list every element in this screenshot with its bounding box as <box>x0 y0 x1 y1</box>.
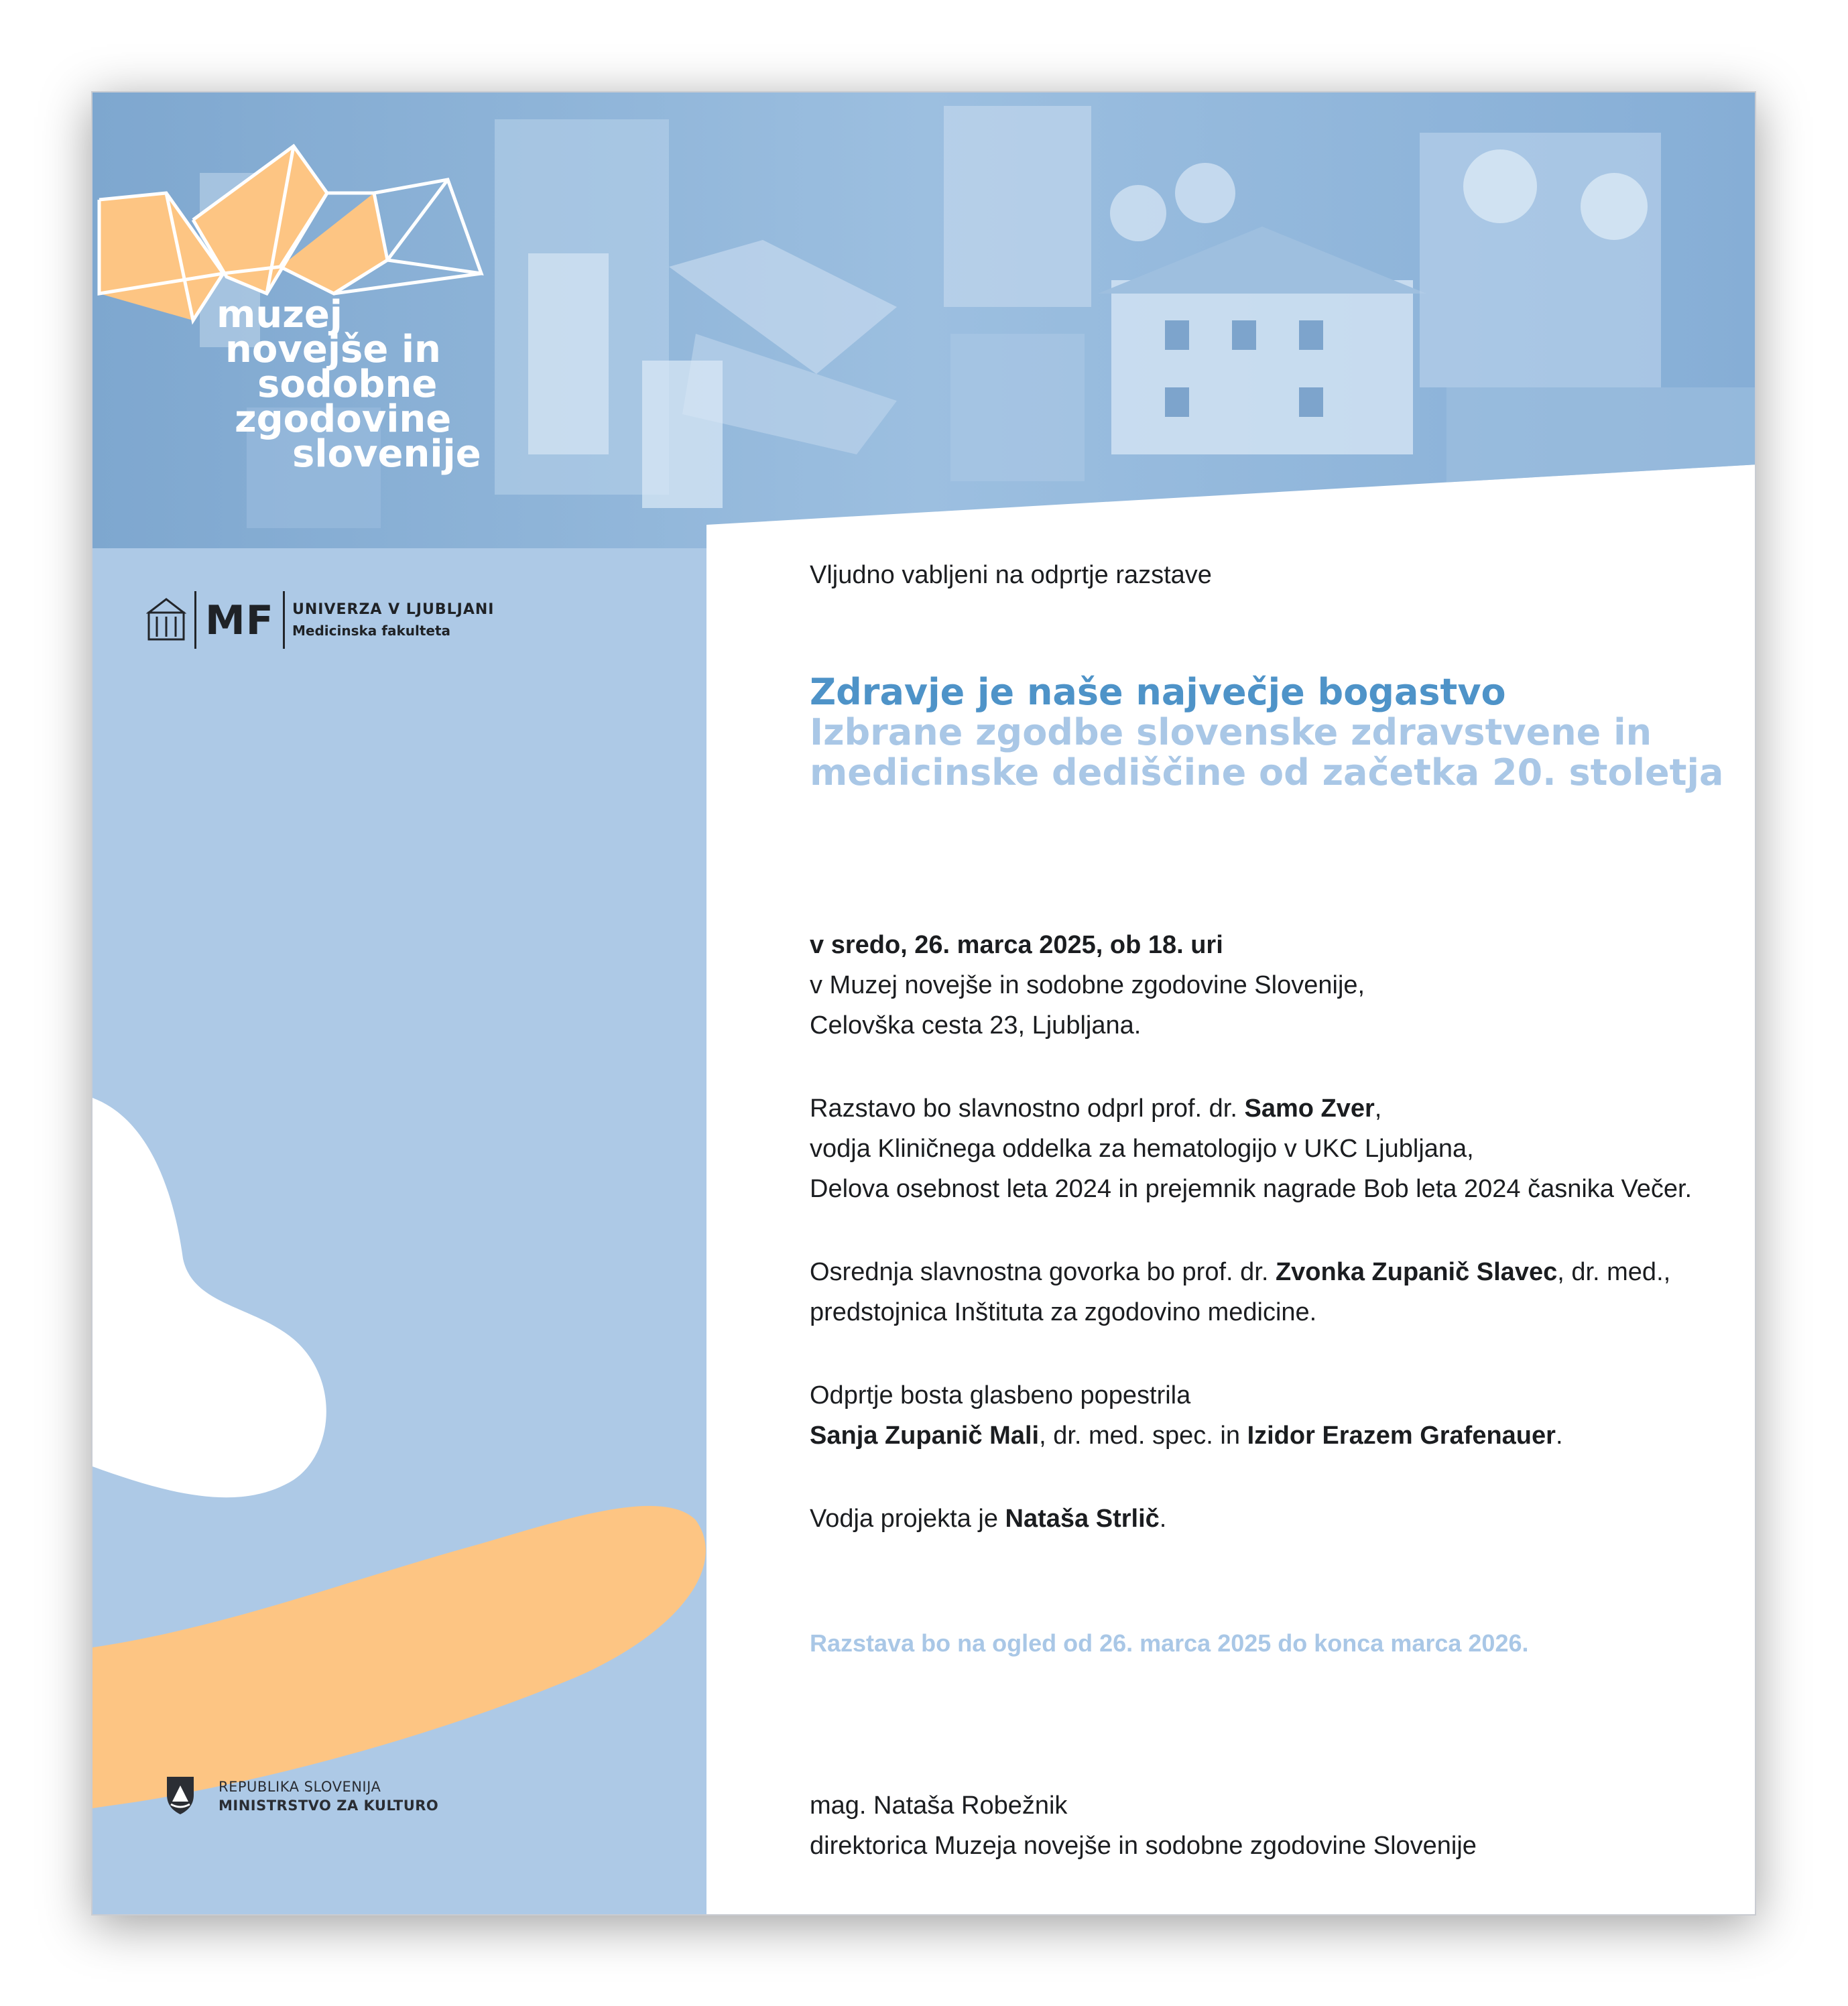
opener-line: Razstavo bo slavnostno odprl prof. dr. Samo Zver, <box>810 1094 1382 1123</box>
invitation-intro: Vljudno vabljeni na odprtje razstave <box>810 561 1212 589</box>
project-lead-name: Nataša Strlič <box>1005 1505 1160 1533</box>
signature-name: mag. Nataša Robežnik <box>810 1792 1068 1820</box>
signature-role: direktorica Muzeja novejše in sodobne zgodovine Slovenije <box>810 1832 1477 1860</box>
exhibition-subtitle-line-1: Izbrane zgodbe slovenske zdravstvene in <box>810 711 1652 753</box>
exhibition-dates-note: Razstava bo na ogled od 26. marca 2025 do konca marca 2026. <box>810 1629 1529 1657</box>
opener-name: Samo Zver <box>1244 1094 1375 1123</box>
logo-divider <box>194 591 196 649</box>
exhibition-title: Zdravje je naše največje bogastvo <box>810 671 1506 713</box>
speaker-name: Zvonka Zupanič Slavec <box>1275 1258 1558 1286</box>
faculty-name: Medicinska fakulteta <box>292 623 451 639</box>
opener-role-line-2: Delova osebnost leta 2024 in prejemnik nagrade Bob leta 2024 časnika Večer. <box>810 1175 1692 1203</box>
ministry-country: REPUBLIKA SLOVENIJA <box>219 1779 381 1795</box>
event-date: v sredo, 26. marca 2025, ob 18. uri <box>810 931 1223 959</box>
logo-text-line-4: zgodovine <box>235 397 452 441</box>
opener-role-line-1: vodja Kliničnega oddelka za hematologijo v UKC Ljubljana, <box>810 1135 1474 1163</box>
university-mark: MF <box>205 597 274 644</box>
university-name: UNIVERZA V LJUBLJANI <box>292 601 495 618</box>
speaker-line: Osrednja slavnostna govorka bo prof. dr. Zvonka Zupanič Slavec, dr. med., <box>810 1258 1671 1286</box>
logo-divider <box>283 591 285 649</box>
project-lead: Vodja projekta je Nataša Strlič. <box>810 1505 1167 1533</box>
performer-1: Sanja Zupanič Mali <box>810 1422 1040 1450</box>
performer-2: Izidor Erazem Grafenauer <box>1247 1422 1556 1450</box>
logo-text-line-3: sodobne <box>257 363 438 406</box>
music-performers: Sanja Zupanič Mali, dr. med. spec. in Izidor Erazem Grafenauer. <box>810 1422 1563 1450</box>
logo-text-line-2: novejše in <box>225 328 441 371</box>
university-logo <box>146 591 575 651</box>
exhibition-subtitle-line-2: medicinske dediščine od začetka 20. stoletja <box>810 751 1724 794</box>
speaker-role: predstojnica Inštituta za zgodovino medicine. <box>810 1298 1317 1326</box>
music-intro: Odprtje bosta glasbeno popestrila <box>810 1381 1191 1409</box>
white-blob <box>93 1098 326 1497</box>
slovenia-crest-icon <box>165 1775 196 1816</box>
ministry-logo <box>165 1775 540 1828</box>
venue-line-2: Celovška cesta 23, Ljubljana. <box>810 1011 1142 1040</box>
university-building-icon <box>146 597 186 642</box>
logo-text-line-5: slovenije <box>292 432 481 476</box>
orange-blob <box>93 1506 706 1808</box>
invitation-card <box>91 91 1756 1916</box>
ministry-name: MINISTRSTVO ZA KULTURO <box>219 1798 439 1814</box>
logo-text-line-1: muzej <box>217 293 343 336</box>
museum-logo <box>93 92 1756 548</box>
decorative-blobs <box>93 1058 706 1822</box>
venue-line-1: v Muzej novejše in sodobne zgodovine Slovenije, <box>810 971 1365 999</box>
